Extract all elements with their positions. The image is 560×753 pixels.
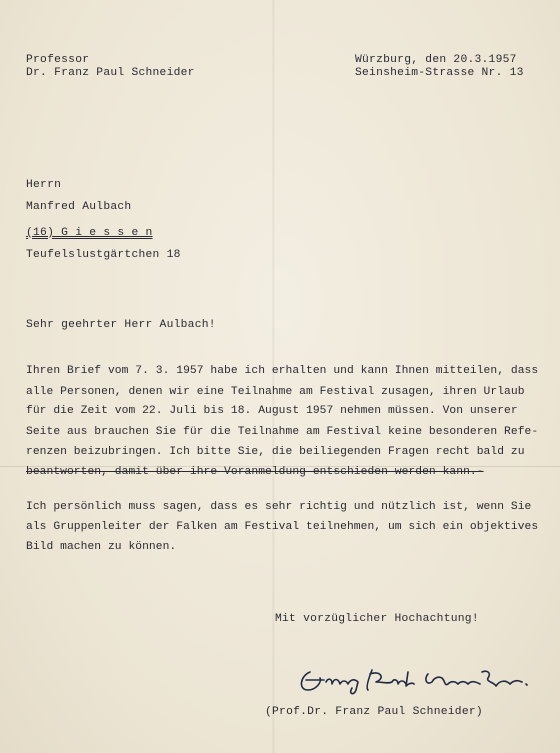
paragraph-1-line: beantworten, damit über ihre Voranmeldung entschieden werden kann.- (26, 466, 484, 478)
sender-title: Professor (26, 54, 90, 66)
sender-name: Dr. Franz Paul Schneider (26, 67, 195, 79)
paragraph-1-line: für die Zeit vom 22. Juli bis 18. August 1957 nehmen müssen. Von unserer (26, 405, 518, 417)
paragraph-1-line: Seite aus brauchen Sie für die Teilnahme am Festival keine besonderen Refe- (26, 426, 539, 438)
recipient-name: Manfred Aulbach (26, 201, 132, 213)
closing: Mit vorzüglicher Hochachtung! (275, 613, 479, 625)
recipient-street: Teufelslustgärtchen 18 (26, 249, 181, 261)
sender-street: Seinsheim-Strasse Nr. 13 (355, 67, 524, 79)
paragraph-1-line: Ihren Brief vom 7. 3. 1957 habe ich erhalten und kann Ihnen mitteilen, dass (26, 365, 539, 377)
salutation: Sehr geehrter Herr Aulbach! (26, 319, 216, 331)
recipient-line-1: Herrn (26, 179, 62, 191)
paragraph-1-line: renzen beizubringen. Ich bitte Sie, die beiliegenden Fragen recht bald zu (26, 446, 525, 458)
paragraph-1-line: alle Personen, denen wir eine Teilnahme am Festival zusagen, ihren Urlaub (26, 386, 525, 398)
paragraph-2-line: Ich persönlich muss sagen, dass es sehr richtig und nützlich ist, wenn Sie (26, 501, 532, 513)
place-date: Würzburg, den 20.3.1957 (355, 54, 517, 66)
recipient-city: (16) G i e s s e n (26, 227, 153, 239)
paragraph-2-line: als Gruppenleiter der Falken am Festival teilnehmen, um sich ein objektives (26, 521, 539, 533)
handwritten-signature (296, 660, 536, 700)
paragraph-2-line: Bild machen zu können. (26, 541, 177, 553)
signature-name-block: (Prof.Dr. Franz Paul Schneider) (265, 706, 483, 718)
